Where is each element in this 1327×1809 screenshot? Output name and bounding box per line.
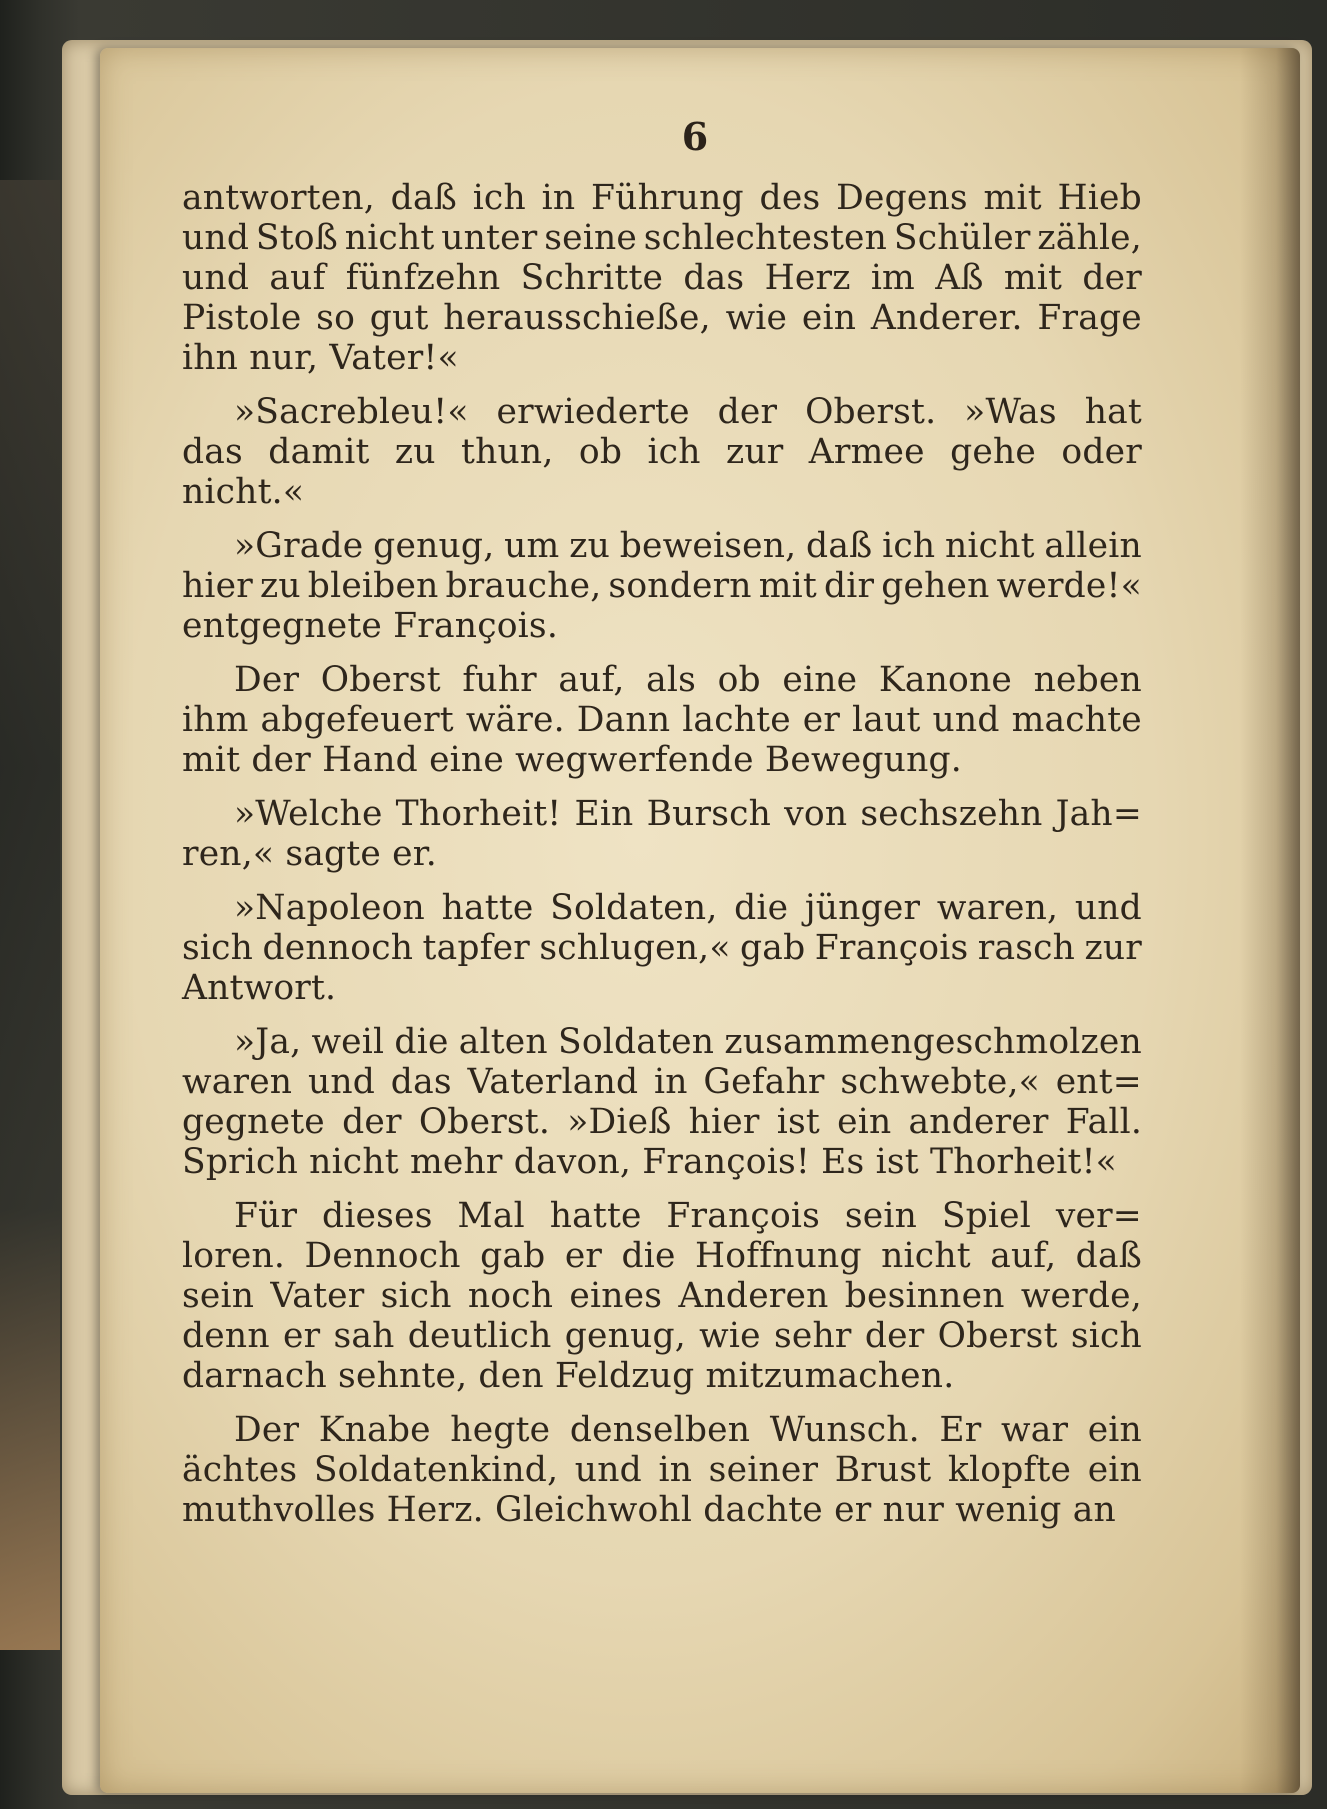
text-line: gegnete der Oberst. »Dieß hier ist ein anderer Fall. <box>182 1102 1142 1142</box>
text-line: sich dennoch tapfer schlugen,« gab François rasch zur <box>182 928 1142 968</box>
text-line: »Sacrebleu!« erwiederte der Oberst. »Was hat <box>234 392 1142 432</box>
text-line: ächtes Soldatenkind, und in seiner Brust klopfte ein <box>182 1450 1142 1490</box>
text-line: Der Oberst fuhr auf, als ob eine Kanone neben <box>234 660 1142 700</box>
text-line: und Stoß nicht unter seine schlechtesten Schüler zähle, <box>182 218 1142 258</box>
text-line: entgegnete François. <box>182 606 558 646</box>
text-line: das damit zu thun, ob ich zur Armee gehe oder <box>182 432 1142 472</box>
text-line: Sprich nicht mehr davon, François! Es ist Thorheit!« <box>182 1142 1117 1182</box>
paragraph <box>182 178 1142 378</box>
text-line: nicht.« <box>182 472 305 512</box>
book-cover-edge <box>0 180 60 1650</box>
text-line: ihm abgefeuert wäre. Dann lachte er laut und machte <box>182 700 1142 740</box>
paragraph <box>182 1410 1142 1530</box>
text-line: Antwort. <box>182 968 337 1008</box>
paragraph <box>182 1022 1142 1182</box>
text-line: »Ja, weil die alten Soldaten zusammengeschmolzen <box>234 1022 1142 1062</box>
text-line: waren und das Vaterland in Gefahr schwebte,« ent= <box>182 1062 1142 1102</box>
paragraph <box>182 392 1142 512</box>
paragraph <box>182 888 1142 1008</box>
text-line: antworten, daß ich in Führung des Degens mit Hieb <box>182 178 1142 218</box>
text-line: »Welche Thorheit! Ein Bursch von sechszehn Jah= <box>234 794 1142 834</box>
text-line: ren,« sagte er. <box>182 834 437 874</box>
text-line: darnach sehnte, den Feldzug mitzumachen. <box>182 1356 955 1396</box>
page-body-text <box>182 178 1142 1530</box>
paragraph <box>182 794 1142 874</box>
text-line: denn er sah deutlich genug, wie sehr der Oberst sich <box>182 1316 1142 1356</box>
text-line: hier zu bleiben brauche, sondern mit dir gehen werde!« <box>182 566 1142 606</box>
text-line: »Napoleon hatte Soldaten, die jünger waren, und <box>234 888 1142 928</box>
text-line: muthvolles Herz. Gleichwohl dachte er nur wenig an <box>182 1490 1116 1530</box>
paragraph <box>182 660 1142 780</box>
text-line: loren. Dennoch gab er die Hoffnung nicht auf, daß <box>182 1236 1142 1276</box>
text-line: Pistole so gut herausschieße, wie ein Anderer. Frage <box>182 298 1142 338</box>
paragraph <box>182 526 1142 646</box>
text-line: und auf fünfzehn Schritte das Herz im Aß mit der <box>182 258 1142 298</box>
text-line: ihn nur, Vater!« <box>182 338 459 378</box>
text-line: sein Vater sich noch eines Anderen besinnen werde, <box>182 1276 1142 1316</box>
text-line: Für dieses Mal hatte François sein Spiel ver= <box>234 1196 1142 1236</box>
text-line: »Grade genug, um zu beweisen, daß ich nicht allein <box>234 526 1142 566</box>
text-line: mit der Hand eine wegwerfende Bewegung. <box>182 740 962 780</box>
page-number: 6 <box>681 114 709 159</box>
book-page <box>100 48 1300 1793</box>
page-gutter-shadow <box>1240 48 1300 1793</box>
text-line: Der Knabe hegte denselben Wunsch. Er war ein <box>234 1410 1142 1450</box>
paragraph <box>182 1196 1142 1396</box>
